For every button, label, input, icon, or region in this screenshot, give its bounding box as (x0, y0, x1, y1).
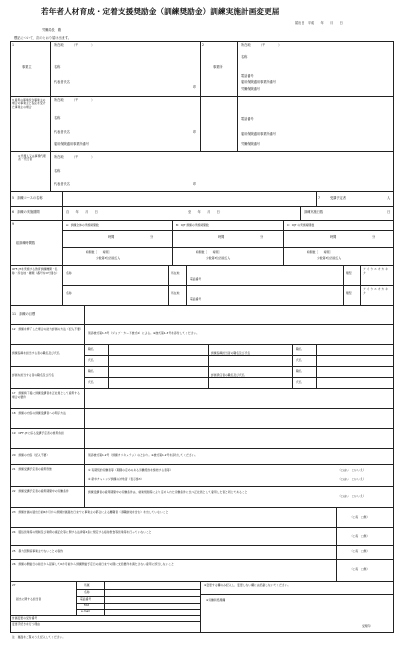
goal-label: 11 訓練の目標 (12, 312, 36, 316)
type-options: ア イ ウ エ オ カ キ ク (363, 267, 388, 275)
offjt-provider-label: OFF-JTを実施する教育訓練機関・名称・所在地・種類（番号をOで囲む） (12, 267, 59, 275)
sec4-label: 4 代理人又は事務代理者・代行者 (18, 154, 46, 162)
conditions-label: 22 訓練受講予定者の雇用期間中の労働条件 (12, 489, 69, 493)
office-label: 事業所 (213, 65, 223, 69)
employer-label: 事業主 (22, 65, 32, 69)
period-from: 自 年 月 日 (66, 210, 98, 214)
antigang-check[interactable]: （□有 □無） (350, 549, 370, 553)
office-labins-label: 労働保険番号 (241, 87, 261, 91)
office-empins-label: 雇用保険適用事業所番号 (241, 80, 277, 84)
total-hours-label: 総訓練時間数 (16, 241, 36, 245)
cost-burden-label: 19 OFF-JTに係る受講予定者の費用負担 (12, 431, 64, 435)
change-receipt-label: 計画変更の受付番号 (12, 616, 38, 620)
addressee: 労働局長 殿 (42, 28, 62, 32)
change-note: ※変更する欄のみ記入し、変更しない欄には記載しないでください。 (204, 583, 291, 587)
trainer-label: 訓練指導を担当する者の職名及び氏名 (12, 351, 60, 355)
intro-text: 標記について、次のとおり届け出ます。 (14, 36, 71, 40)
contact-person-label: 届出に関する担当者 (16, 597, 42, 601)
dismissal-check[interactable]: （□有 □無） (350, 515, 370, 519)
emp-opt1-check[interactable]: （□はい □いいえ） (338, 468, 366, 472)
employment-form-label: 21 訓練受講予定者の雇用形態 (12, 467, 52, 471)
antigang-label: 25 暴力団関係事業主でないことの誓約 (12, 549, 64, 553)
planned-trainees-label: 受講予定者 (330, 196, 346, 200)
evaluation-label: 12 訓練を修了した場合の能力評価の方法（記入不要） (12, 327, 83, 331)
content-label: 20 訓練の内容（記入不要） (12, 453, 50, 457)
offjt-trainer-label: 訓練指導担当者の職名及び氏名 (211, 351, 251, 355)
dismissal-label: 23 訓練計画の届出日前6か月から訓練計画届出日までに事業主の都合による離職者（退職勧奨を含む）を出していないこと (12, 510, 169, 514)
form-page: 若年者人材育成・定着支援奨励金（訓練奨励金）訓練実施計画変更届 届出日 平成 年 月 日 労働局長 殿 標記について、次のとおり届け出ます。 1 事業主 所在地 （〒 ） 名称 代表者氏名 印 2 事業所 所在地 （〒 ） 名称 電話番号 雇用保険適用事業所番号 労働保険番号 3 雇用の事業所が事業主の場合の事業主と指定を受けた事業主の場合 所在地 （〒 ） 名称 代表者氏名 印 雇用保険適用事業所番号 電話番号 雇用保険適用事業所番号 労働保険番号 4 代理人又は事務代理者・代行者 所在地 （〒 ） 名称 代表者氏名 印 5 訓練コースの名称 7 受講予定者 人 6 訓練の実施期間 自 年 月 日 至 年 月 日 訓練実施日数 日 9 総訓練時間数 A：訓練全体の実施時間数 B：OJT 訓練の実施時間数 C：OJT の実施時間数 時間 分 時間 分 時間 分 時間数［ 時間］ 少数第3位四捨五入 時間数［ 時間］ 少数第3位四捨五入 時間数［ 時間］ 少数第3位四捨五入 OFF-JTを実施する教育訓練機関・名称・所在地・種類（番号をOで囲む） 名称 所在地 電話番号 類型 ア イ ウ エ オ カ キ ク 名称 所在地 電話番号 類型 ア イ ウ エ オ カ キ ク 11 訓練の目標 12 訓練を修了した場合の能力評価の方法（記入不要） 別添様式第1-3号（ジョブ・カード様式4）による。※様式第1-3号を添付してください。 訓練指導を担当する者の職名及び氏名 職名 氏名 訓練指導担当者の職名及び氏名 職名 氏名 評価を担当する者の職名及び氏名 職名 氏名 評価責任者の職名及び氏名 職名 氏名 17 訓練終了後に訓練受講者を正社員として雇用する場合の要件 18 訓練の内容の訓練受講者への明示方法 19 OFF-JTに係る受講予定者の費用負担 20 訓練の内容（記入不要） 別添様式第1-2号（訓練カリキュラム）のとおり。※様式第1-2号を添付してください。 21 訓練受講予定者の雇用形態 ① 有期契約労働者等（期間の定めのある労働契約を締結する者等） ② 新卒チャレンジ訓練の対象者（表示参3） （□はい □いいえ） （□はい □いいえ） 22 訓練受講予定者の雇用期間中の労働条件 訓練受講者の雇用期間中の労働条件は、就業規則等により定められた労働条件に比べ正社員として雇用した者と同じであること （□はい □いいえ） 23 訓練計画の届出日前6か月から訓練計画届出日までに事業主の都合による離職者（退職勧奨を含む）を出していないこと （□有 □無） 24 風俗営業等の規制及び業務の適正化等に関する法律第2条に規定する接待飲食等営業等を行っていないこと （□有 □無） 25 暴力団関係事業主でないことの誓約 （□有 □無） 26 訓練の開始日の前日から起算して6か月前から訓練開始予定日の前日までの間に支給要件を満たさない雇用に該当しないこと （□有 □無） 27 届出に関する担当者 所属 名称 電話番号 FAX e-mail ※変更する欄のみ記入し、変更しない欄には記載しないでください。 ※労働局処理欄 受理印 計画変更の受付番号 変更手続きを行う理由 注 裏面をご覧のうえ記入してください。 (0, 0, 404, 646)
employer-name-label: 名称 (54, 65, 61, 69)
emp-opt2-check[interactable]: （□はい □いいえ） (338, 477, 366, 481)
office-phone-label: 電話番号 (241, 74, 254, 78)
seal-mark: 印 (193, 85, 197, 89)
entertainment-check[interactable]: （□有 □無） (350, 534, 370, 538)
employer-rep-label: 代表者氏名 (54, 80, 70, 84)
submission-date: 届出日 平成 年 月 日 (295, 21, 343, 25)
disclosure-label: 18 訓練の内容の訓練受講者への明示方法 (12, 411, 66, 415)
entertainment-label: 24 風俗営業等の規制及び業務の適正化等に関する法律第2条に規定する接待飲食等営業等を行っていないこと (12, 530, 152, 534)
course-name-label: 5 訓練コースの名称 (12, 196, 43, 200)
sec3-label: 3 雇用の事業所が事業主の場合の事業主と指定を受けた事業主の場合 (12, 98, 46, 109)
curriculum-note: 別添様式第1-2号（訓練カリキュラム）のとおり。※様式第1-2号を添付してください。 (88, 453, 198, 457)
fulltime-req-label: 17 訓練終了後に訓練受講者を正社員として雇用する場合の要件 (12, 391, 80, 399)
form-title: 若年者人材育成・定着支援奨励金（訓練奨励金）訓練実施計画変更届 (41, 7, 280, 16)
conditions-check[interactable]: （□はい □いいえ） (338, 494, 366, 498)
employer-address-label: 所在地 (54, 43, 64, 47)
employment-period-label: 26 訓練の開始日の前日から起算して6か月前から訓練開始予定日の前日までの間に支給要件を満たさない雇用に該当しないこと (12, 562, 174, 566)
employment-period-check[interactable]: （□有 □無） (350, 567, 370, 571)
footer-note: 注 裏面をご覧のうえ記入してください。 (12, 635, 66, 639)
period-label: 6 訓練の実施期間 (12, 210, 40, 214)
job-card-note: 別添様式第1-3号（ジョブ・カード様式4）による。※様式第1-3号を添付してください。 (88, 331, 200, 335)
offjt-evaluator-label: 評価責任者の職名及び氏名 (211, 373, 245, 377)
receipt-stamp-label: 受理印 (362, 624, 371, 628)
period-to: 至 年 月 日 (188, 210, 220, 214)
training-days-label: 訓練実施日数 (304, 210, 324, 214)
evaluator-label: 評価を担当する者の職名及び氏名 (12, 373, 54, 377)
change-reason-label: 変更手続きを行う理由 (12, 622, 40, 626)
bureau-use-label: ※労働局処理欄 (206, 598, 226, 602)
